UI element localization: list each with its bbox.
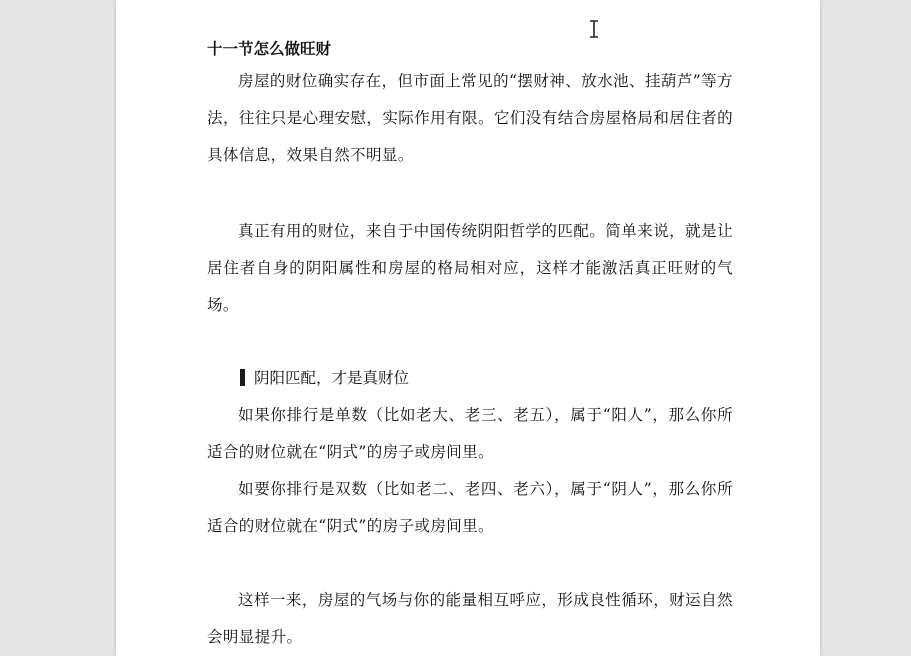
paragraph-2: 真正有用的财位，来自于中国传统阴阳哲学的匹配。简单来说，就是让居住者自身的阴阳属性和房屋的格局相对应，这样才能激活真正旺财的气场。 (207, 222, 733, 314)
paragraph-5: 这样一来，房屋的气场与你的能量相互呼应，形成良性循环，财运自然会明显提升。 (207, 591, 733, 646)
subheading (240, 366, 409, 388)
paragraph-3: 如果你排行是单数（比如老大、老三、老五），属于“阳人”，那么你所适合的财位就在“阴式”的房子或房间里。 (207, 406, 733, 461)
subheading-bar-icon (240, 369, 245, 386)
paragraph-1: 房屋的财位确实存在，但市面上常见的“摆财神、放水池、挂葫芦”等方法，往往只是心理安慰，实际作用有限。它们没有结合房屋格局和居住者的具体信息，效果自然不明显。 (207, 72, 733, 164)
paragraph-4: 如要你排行是双数（比如老二、老四、老六），属于“阴人”，那么你所适合的财位就在“阴式”的房子或房间里。 (207, 480, 733, 535)
section-title: 十一节怎么做旺财 (207, 39, 332, 58)
document-page[interactable] (116, 0, 820, 656)
subheading-text: 阴阳匹配，才是真财位 (254, 369, 410, 387)
text-cursor-icon (588, 20, 600, 38)
